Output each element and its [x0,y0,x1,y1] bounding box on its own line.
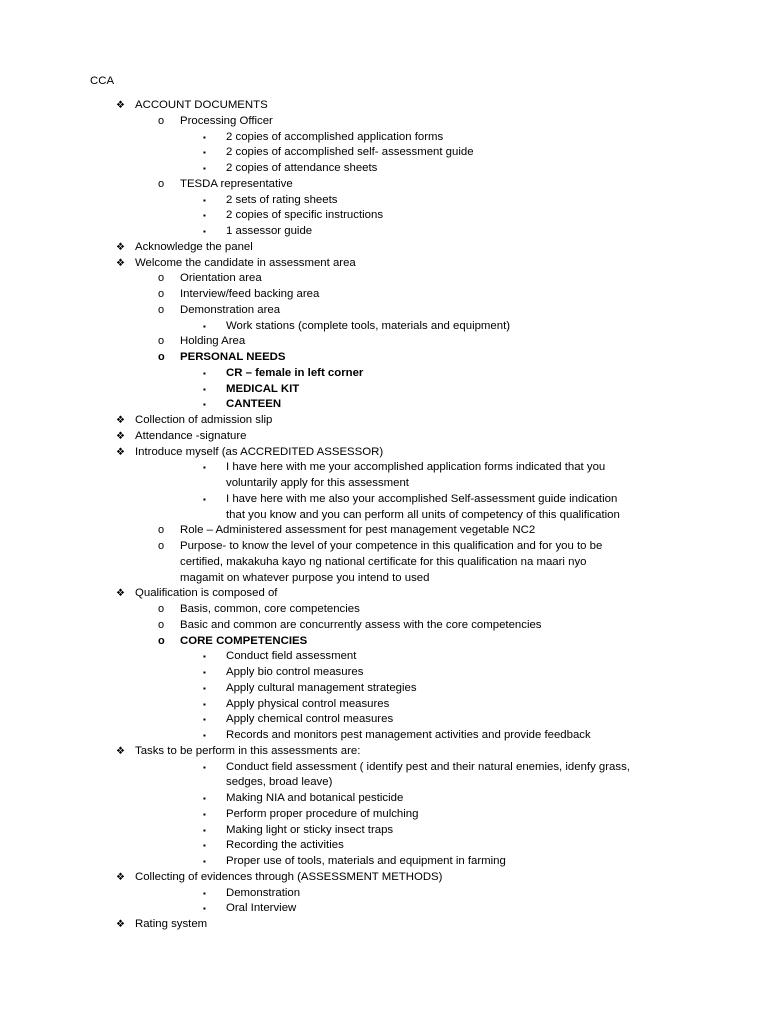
outline-item-text: CORE COMPETENCIES [180,634,308,647]
outline-item-text: Basic and common are concurrently assess with the core competencies [180,618,542,631]
diamond-bullet-icon: ❖ [116,745,125,757]
outline-item-text: I have here with me your accomplished application forms indicated that you [226,461,606,474]
outline-item-text: Qualification is composed of [135,587,278,600]
diamond-bullet-icon: ❖ [116,871,125,883]
square-bullet-icon: ▪ [203,368,206,378]
outline-item-text: Rating system [135,918,208,930]
outline-item-text: Collecting of evidences through (ASSESSMENT METHODS) [135,870,443,883]
square-bullet-icon: ▪ [203,400,206,410]
square-bullet-icon: ▪ [203,195,206,205]
outline-item-text: Role – Administered assessment for pest management vegetable NC2 [180,524,536,537]
outline-item-text: TESDA representative [180,177,293,190]
circle-bullet-icon: o [158,634,165,647]
square-bullet-icon: ▪ [203,668,206,677]
outline-item-text: Work stations (complete tools, materials and equipment) [226,319,511,332]
circle-bullet-icon: o [158,540,165,552]
outline-item-text: Acknowledge the panel [135,240,253,253]
outline-item-continuation: voluntarily apply for this assessment [226,477,409,489]
outline-item-continuation: magamit on whatever purpose you intend to used [180,571,430,584]
outline-item-text: Apply chemical control measures [226,713,394,726]
outline-item-text: Recording the activities [226,839,344,852]
square-bullet-icon: ▪ [203,888,206,898]
outline-item-text: PERSONAL NEEDS [180,351,286,363]
square-bullet-icon: ▪ [203,794,206,803]
outline-item-text: Interview/feed backing area [180,288,320,300]
square-bullet-icon: ▪ [203,841,206,851]
circle-bullet-icon: o [158,351,165,363]
outline-item-text: 1 assessor guide [226,225,313,237]
square-bullet-icon: ▪ [203,463,206,473]
diamond-bullet-icon: ❖ [116,100,125,111]
square-bullet-icon: ▪ [203,652,206,662]
circle-bullet-icon: o [158,272,165,285]
outline-item-text: Apply cultural management strategies [226,681,417,694]
square-bullet-icon: ▪ [203,227,206,236]
outline-item-text: Orientation area [180,272,262,285]
outline-item-text: Demonstration [226,886,301,899]
diamond-bullet-icon: ❖ [116,919,125,930]
outline-item-text: Purpose- to know the level of your competence in this qualification and for you to be [180,540,603,552]
outline-item-text: 2 sets of rating sheets [226,193,338,206]
circle-bullet-icon: o [158,114,165,127]
outline-item-text: Apply physical control measures [226,697,390,710]
outline-item-text: I have here with me also your accomplished Self-assessment guide indication [226,492,618,505]
circle-bullet-icon: o [158,177,165,190]
outline-item-text: Proper use of tools, materials and equipment in farming [226,855,506,867]
square-bullet-icon: ▪ [203,825,206,835]
outline-item-text: Making NIA and botanical pesticide [226,792,404,804]
square-bullet-icon: ▪ [203,211,206,221]
outline-item-text: 2 copies of accomplished self- assessment guide [226,146,474,159]
diamond-bullet-icon: ❖ [116,415,125,426]
square-bullet-icon: ▪ [203,132,206,142]
outline-item-text: Demonstration area [180,303,281,316]
outline-item-continuation: certified, makakuha kayo ng national certificate for this qualification na maari nyo [180,555,587,568]
outline-item-text: CANTEEN [226,398,282,411]
outline-item-text: Welcome the candidate in assessment area [135,256,356,269]
square-bullet-icon: ▪ [203,494,206,504]
circle-bullet-icon: o [158,303,165,316]
outline-item-text: 2 copies of attendance sheets [226,162,378,174]
circle-bullet-icon: o [158,603,165,615]
circle-bullet-icon: o [158,288,165,300]
outline-item-text: Introduce myself (as ACCREDITED ASSESSOR) [135,445,384,458]
diamond-bullet-icon: ❖ [116,430,125,442]
square-bullet-icon: ▪ [203,148,206,158]
outline-item-text: Holding Area [180,335,246,348]
outline-item-text: MEDICAL KIT [226,382,300,395]
square-bullet-icon: ▪ [203,857,206,866]
diamond-bullet-icon: ❖ [116,588,125,600]
outline-item-text: Apply bio control measures [226,666,364,678]
outline-item-text: Collection of admission slip [135,414,273,426]
square-bullet-icon: ▪ [203,762,206,772]
outline-item-text: Perform proper procedure of mulching [226,807,419,820]
outline-item-text: Records and monitors pest management activities and provide feedback [226,729,591,741]
square-bullet-icon: ▪ [203,715,206,725]
outline-item-text: CR – female in left corner [226,366,364,379]
outline-item-text: Processing Officer [180,114,273,127]
outline-item-text: Oral Interview [226,902,297,915]
outline-item-text: 2 copies of accomplished application forms [226,130,444,143]
outline-item-continuation: that you know and you can perform all units of competency of this qualification [226,508,620,521]
outline-item-text: Making light or sticky insect traps [226,823,394,836]
diamond-bullet-icon: ❖ [116,241,125,253]
outline-item-text: Tasks to be perform in this assessments are: [135,744,361,757]
outline-item-text: ACCOUNT DOCUMENTS [135,99,268,111]
circle-bullet-icon: o [158,335,165,348]
outline-item-text: Attendance -signature [135,429,247,442]
outline-item-text: Conduct field assessment ( identify pest and their natural enemies, idenfy grass, [226,760,630,773]
diamond-bullet-icon: ❖ [116,446,125,458]
outline-item-text: Basis, common, core competencies [180,603,360,615]
circle-bullet-icon: o [158,524,165,537]
square-bullet-icon: ▪ [203,683,206,693]
square-bullet-icon: ▪ [203,904,206,914]
square-bullet-icon: ▪ [203,164,206,173]
document-title: CCA [90,75,115,87]
outline-item-continuation: sedges, broad leave) [226,776,333,789]
square-bullet-icon: ▪ [203,321,206,331]
diamond-bullet-icon: ❖ [116,257,125,269]
square-bullet-icon: ▪ [203,731,206,740]
outline-item-text: 2 copies of specific instructions [226,209,384,222]
circle-bullet-icon: o [158,618,165,631]
square-bullet-icon: ▪ [203,809,206,819]
outline-item-text: Conduct field assessment [226,650,357,663]
square-bullet-icon: ▪ [203,384,206,394]
square-bullet-icon: ▪ [203,699,206,709]
